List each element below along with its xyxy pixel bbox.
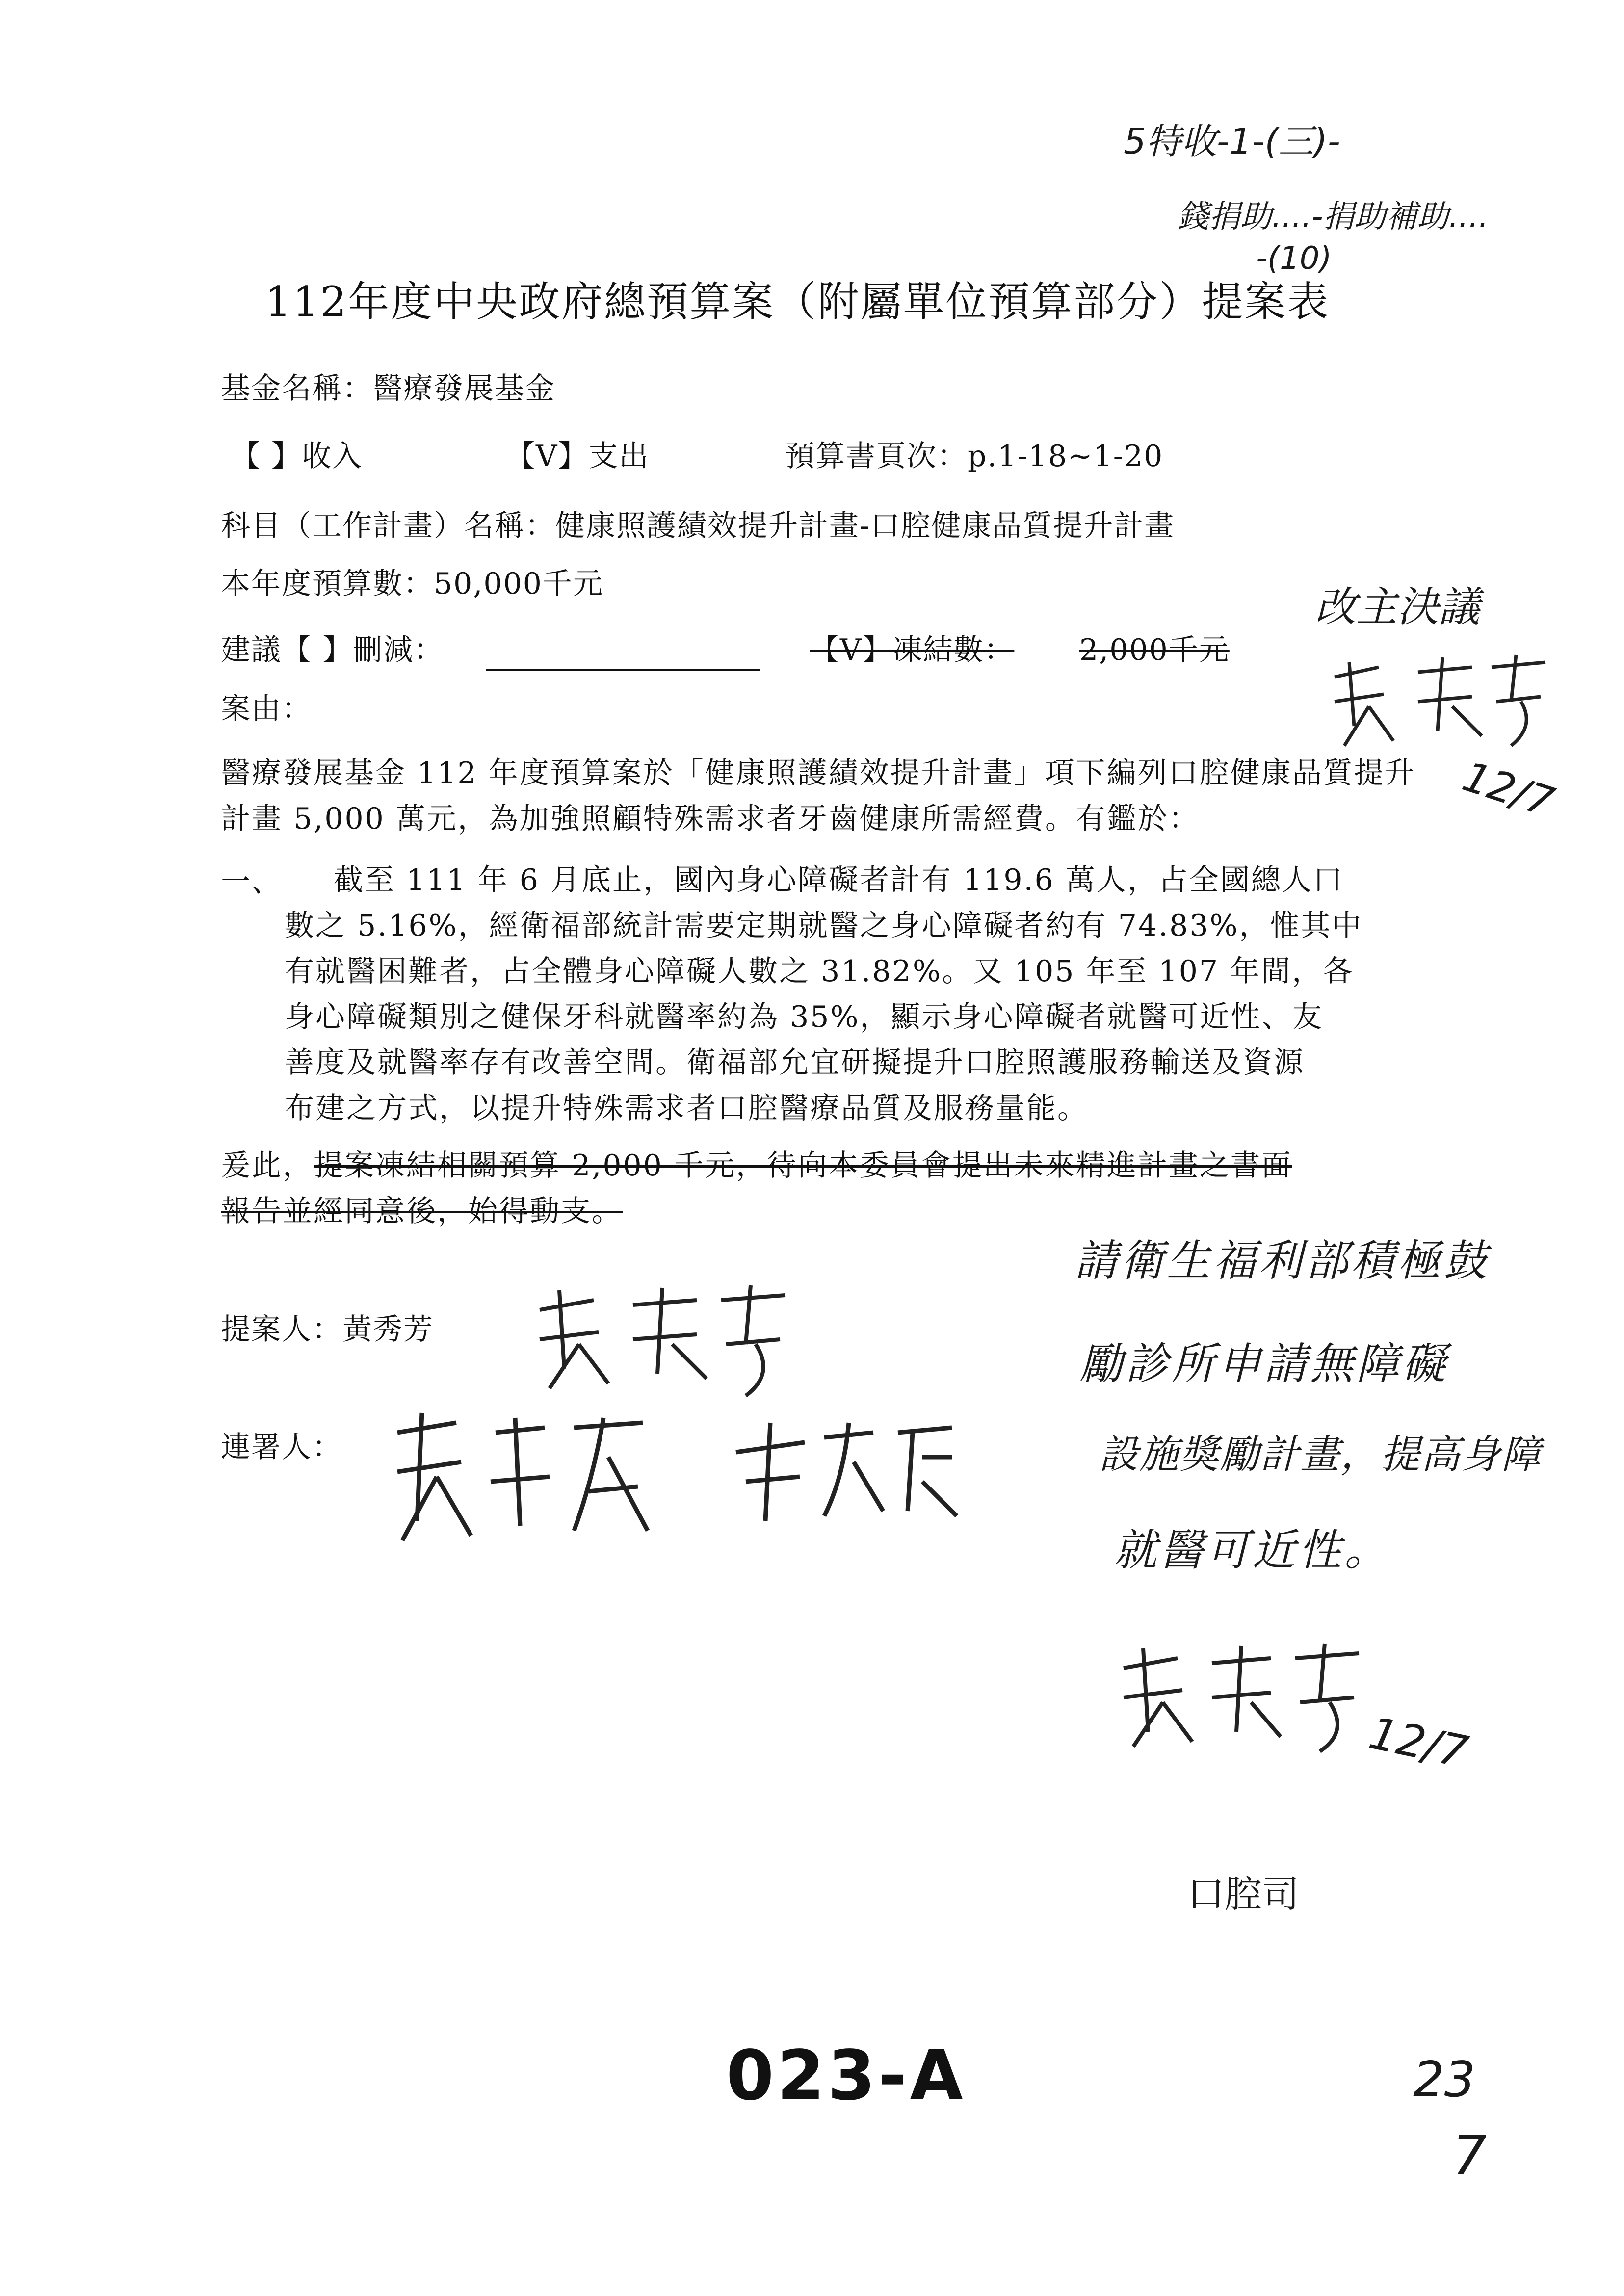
handnote-top-line3: -(10) — [1256, 240, 1332, 277]
budget-page-ref — [785, 437, 1163, 476]
conclusion-struck-1: 提案凍結相關預算 2,000 千元，待向本委員會提出未來精進計畫之書面 — [314, 1148, 1292, 1183]
conclusion-line1 — [221, 1143, 1292, 1189]
item1-marker: 一、 — [221, 864, 282, 899]
date-note-top: 12/7 — [1457, 752, 1560, 827]
item1-line4: 身心障礙類別之健保牙科就醫率約為 35%，顯示身心障礙者就醫可近性、友 — [285, 1000, 1324, 1034]
subject-value: 健康照護績效提升計畫-口腔健康品質提升計畫 — [555, 509, 1175, 543]
resolution-note-line1: 請衛生福利部積極鼓 — [1074, 1235, 1490, 1286]
budget-row — [221, 564, 603, 603]
resolution-note-line3: 設施獎勵計畫，提高身障 — [1099, 1432, 1542, 1477]
page-ref-label: 預算書頁次： — [785, 439, 968, 473]
date-note-bottom: 12/7 — [1364, 1707, 1472, 1778]
fund-label: 基金名稱： — [221, 371, 373, 406]
conclusion-struck-2: 報告並經同意後，始得動支。 — [221, 1194, 623, 1228]
page-ref-value: p.1-18~1-20 — [968, 439, 1164, 473]
resolution-note-line4: 就醫可近性。 — [1114, 1525, 1391, 1575]
item1-line3: 有就醫困難者，占全體身心障礙人數之 31.82%。又 105 年至 107 年間，各 — [285, 954, 1354, 989]
page-mark-top: 23 — [1413, 2051, 1476, 2108]
expense-box: 【V】支出 — [505, 439, 650, 473]
cut-amount-blank — [486, 632, 760, 671]
proposer-label: 提案人： — [221, 1312, 342, 1347]
cosigners-label: 連署人： — [221, 1430, 342, 1464]
freeze-label: 【V】凍結數： — [810, 633, 1015, 667]
reason-label: 案由： — [221, 692, 312, 726]
budget-label: 本年度預算數： — [221, 567, 434, 601]
signature-top-right — [1325, 648, 1555, 756]
proposer-name: 黃秀芳 — [342, 1312, 434, 1347]
subject-label: 科目（工作計畫）名稱： — [221, 509, 555, 543]
resolution-note-line2: 勵診所申請無障礙 — [1079, 1338, 1449, 1389]
budget-value: 50,000千元 — [434, 567, 603, 601]
page-mark-bottom: 7 — [1452, 2124, 1487, 2187]
handnote-right: 改主決議 — [1315, 583, 1480, 631]
cosigner-signature-1 — [383, 1403, 657, 1550]
resolution-signature — [1114, 1634, 1369, 1756]
conclusion-prefix: 爰此， — [221, 1148, 314, 1183]
fund-name-row — [221, 369, 555, 408]
freeze-value: 2,000千元 — [1079, 633, 1230, 667]
proposer-row — [221, 1310, 434, 1349]
item1-line5: 善度及就醫率存有改善空間。衛福部允宜研擬提升口腔照護服務輸送及資源 — [285, 1045, 1305, 1080]
intro-paragraph: 醫療發展基金 112 年度預算案於「健康照護績效提升計畫」項下編列口腔健康品質提升計畫 5,000 萬元，為加強照顧特殊需求者牙齒健康所需經費。有鑑於： — [221, 756, 1416, 836]
cosigner-signature-2 — [726, 1413, 962, 1531]
page-title: 112年度中央政府總預算案（附屬單位預算部分）提案表 — [265, 278, 1330, 326]
item1-line2: 數之 5.16%，經衛福部統計需要定期就醫之身心障礙者約有 74.83%，惟其中 — [285, 909, 1363, 943]
handnote-top-line2: 錢捐助....-捐助補助.... — [1178, 199, 1489, 235]
document-stamp: 023-A — [726, 2036, 966, 2116]
item1-line1: 截至 111 年 6 月底止，國內身心障礙者計有 119.6 萬人，占全國總人口 — [334, 863, 1344, 897]
item1-line6: 布建之方式，以提升特殊需求者口腔醫療品質及服務量能。 — [285, 1091, 1088, 1125]
handnote-top-line1: 5特收-1-(三)- — [1124, 121, 1340, 162]
subject-row — [221, 506, 1175, 546]
fund-value: 醫療發展基金 — [373, 371, 555, 406]
proposer-signature — [530, 1276, 795, 1403]
suggestion-label: 建議【 】刪減： — [221, 633, 445, 667]
dept-note: 口腔司 — [1187, 1872, 1299, 1916]
income-box: 【 】收入 — [231, 439, 363, 473]
